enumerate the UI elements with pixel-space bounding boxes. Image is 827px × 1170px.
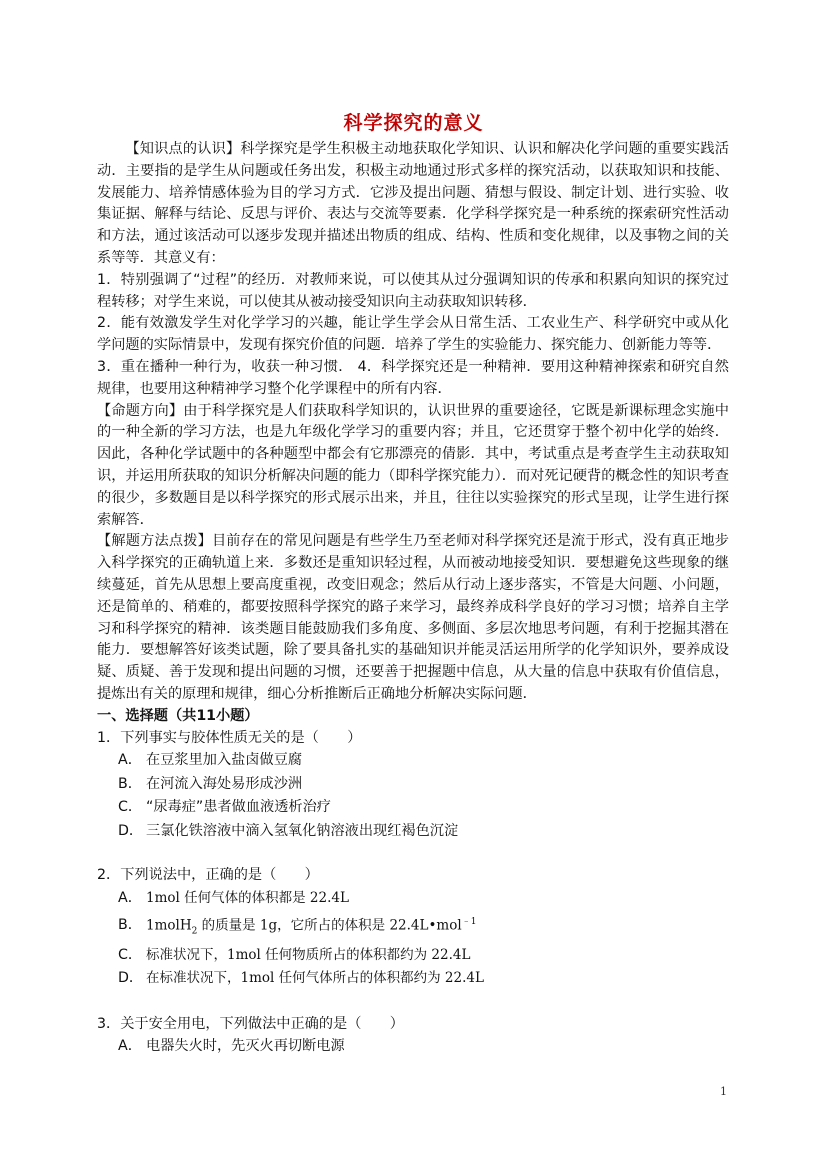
option-text: 三氯化铁溶液中滴入氢氧化钠溶液出现红褐色沉淀 [146, 822, 459, 839]
option-text: 在标准状况下，1mol 任何气体所占的体积都约为 22.4L [146, 970, 484, 987]
option-label: C． [118, 946, 143, 963]
section-heading: 一、选择题（共11小题） [97, 707, 259, 724]
option-label: D． [118, 970, 144, 987]
method-paragraph: 【解题方法点拨】目前存在的常见问题是有些学生乃至老师对科学探究还是流于形式，没有真正地步入科学探究的正确轨道上来．多数还是重知识轻过程，从而被动地接受知识．要想避免这些现象的继续蔓延，首先从思想上要高度重视，改变旧观念；然后从行动上逐步落实，不管是大问题、小问题，还是简单的、稍难的，都要按照科学探究的路子来学习，最终养成科学良好的学习习惯；培养自主学习和科学探究的精神．该类题目能鼓励我们多角度、多侧面、多层次地思考问题，有利于挖掘其潜在能力．要想解答好该类试题，除了要具备扎实的基础知识并能灵活运用所学的化学知识外，要养成设疑、质疑、善于发现和提出问题的习惯，还要善于把握题中信息，从大量的信息中获取有价值信息，提炼出有关的原理和规律，细心分析推断后正确地分析解决实际问题． [97, 533, 729, 702]
question-3-stem: 3．关于安全用电，下列做法中正确的是（ ） [97, 1015, 404, 1032]
point-3-paragraph: 3．重在播种一种行为，收获一种习惯． 4．科学探究还是一种精神．要用这种精神探索和研究自然规律，也要用这种精神学习整个化学课程中的所有内容． [97, 358, 729, 397]
option-label: A． [118, 890, 142, 907]
option-label: D． [118, 822, 144, 839]
option-text-pre: 1molH [146, 917, 192, 934]
question-2-option-a [97, 887, 729, 911]
spacer [97, 991, 729, 1014]
option-label: B． [118, 775, 142, 792]
question-2-option-d [97, 967, 729, 991]
option-text-post: 的质量是 1g，它所占的体积是 22.4L•mol [197, 917, 462, 934]
spacer [97, 843, 729, 865]
question-2-option-b [97, 911, 729, 944]
question-2-option-c [97, 944, 729, 968]
option-text: 1mol 任何气体的体积都是 22.4L [146, 890, 349, 907]
question-2-stem: 2．下列说法中，正确的是（ ） [97, 867, 319, 884]
option-label: A． [118, 1038, 142, 1055]
question-1-option-b [97, 773, 729, 797]
option-text: 电器失火时，先灭火再切断电源 [146, 1038, 345, 1055]
document-body [97, 139, 729, 1059]
option-label: C． [118, 799, 143, 816]
question-1-option-a [97, 749, 729, 773]
page-title: 科学探究的意义 [343, 112, 484, 134]
question-1-stem: 1．下列事实与胶体性质无关的是（ ） [97, 729, 362, 746]
direction-paragraph: 【命题方向】由于科学探究是人们获取科学知识的，认识世界的重要途径，它既是新课标理念实施中的一种全新的学习方法，也是九年级化学学习的重要内容；并且，它还贯穿于整个初中化学的始终．因此，各种化学试题中的各种题型中都会有它那漂亮的倩影．其中，考试重点是考查学生主动获取知识，并运用所获取的知识分析解决问题的能力（即科学探究能力）．而对死记硬背的概念性的知识考查的很少，多数题目是以科学探究的形式展示出来，并且，往往以实验探究的形式呈现，让学生进行探索解答． [97, 402, 729, 528]
question-1-option-c [97, 796, 729, 820]
option-text: 标准状况下，1mol 任何物质所占的体积都约为 22.4L [146, 946, 471, 963]
superscript: ﹣1 [461, 916, 477, 927]
option-label: A． [118, 752, 142, 769]
point-2-paragraph: 2．能有效激发学生对化学学习的兴趣，能让学生学会从日常生活、工农业生产、科学研究中或从化学问题的实际情景中，发现有探究价值的问题．培养了学生的实验能力、探究能力、创新能力等等． [97, 315, 729, 354]
point-1-paragraph: 1．特别强调了“过程”的经历．对教师来说，可以使其从过分强调知识的传承和积累向知识的探究过程转移；对学生来说，可以使其从被动接受知识向主动获取知识转移． [97, 271, 729, 310]
question-3-option-a [97, 1035, 729, 1059]
option-text: “尿毒症”患者做血液透析治疗 [146, 799, 331, 816]
question-1-option-d [97, 820, 729, 844]
option-label: B． [118, 917, 142, 934]
option-text: 在豆浆里加入盐卤做豆腐 [146, 752, 303, 769]
option-text: 在河流入海处易形成沙洲 [146, 775, 303, 792]
page-number: 1 [720, 1085, 727, 1098]
knowledge-paragraph: 【知识点的认识】科学探究是学生积极主动地获取化学知识、认识和解决化学问题的重要实践活动．主要指的是学生从问题或任务出发，积极主动地通过形式多样的探究活动，以获取知识和技能、发展能力、培养情感体验为目的学习方式．它涉及提出问题、猜想与假设、制定计划、进行实验、收集证据、解释与结论、反思与评价、表达与交流等要素．化学科学探究是一种系统的探索研究性活动和方法，通过该活动可以逐步发现并描述出物质的组成、结构、性质和变化规律，以及事物之间的关系等等．其意义有： [97, 141, 729, 266]
subscript: 2 [191, 926, 198, 937]
